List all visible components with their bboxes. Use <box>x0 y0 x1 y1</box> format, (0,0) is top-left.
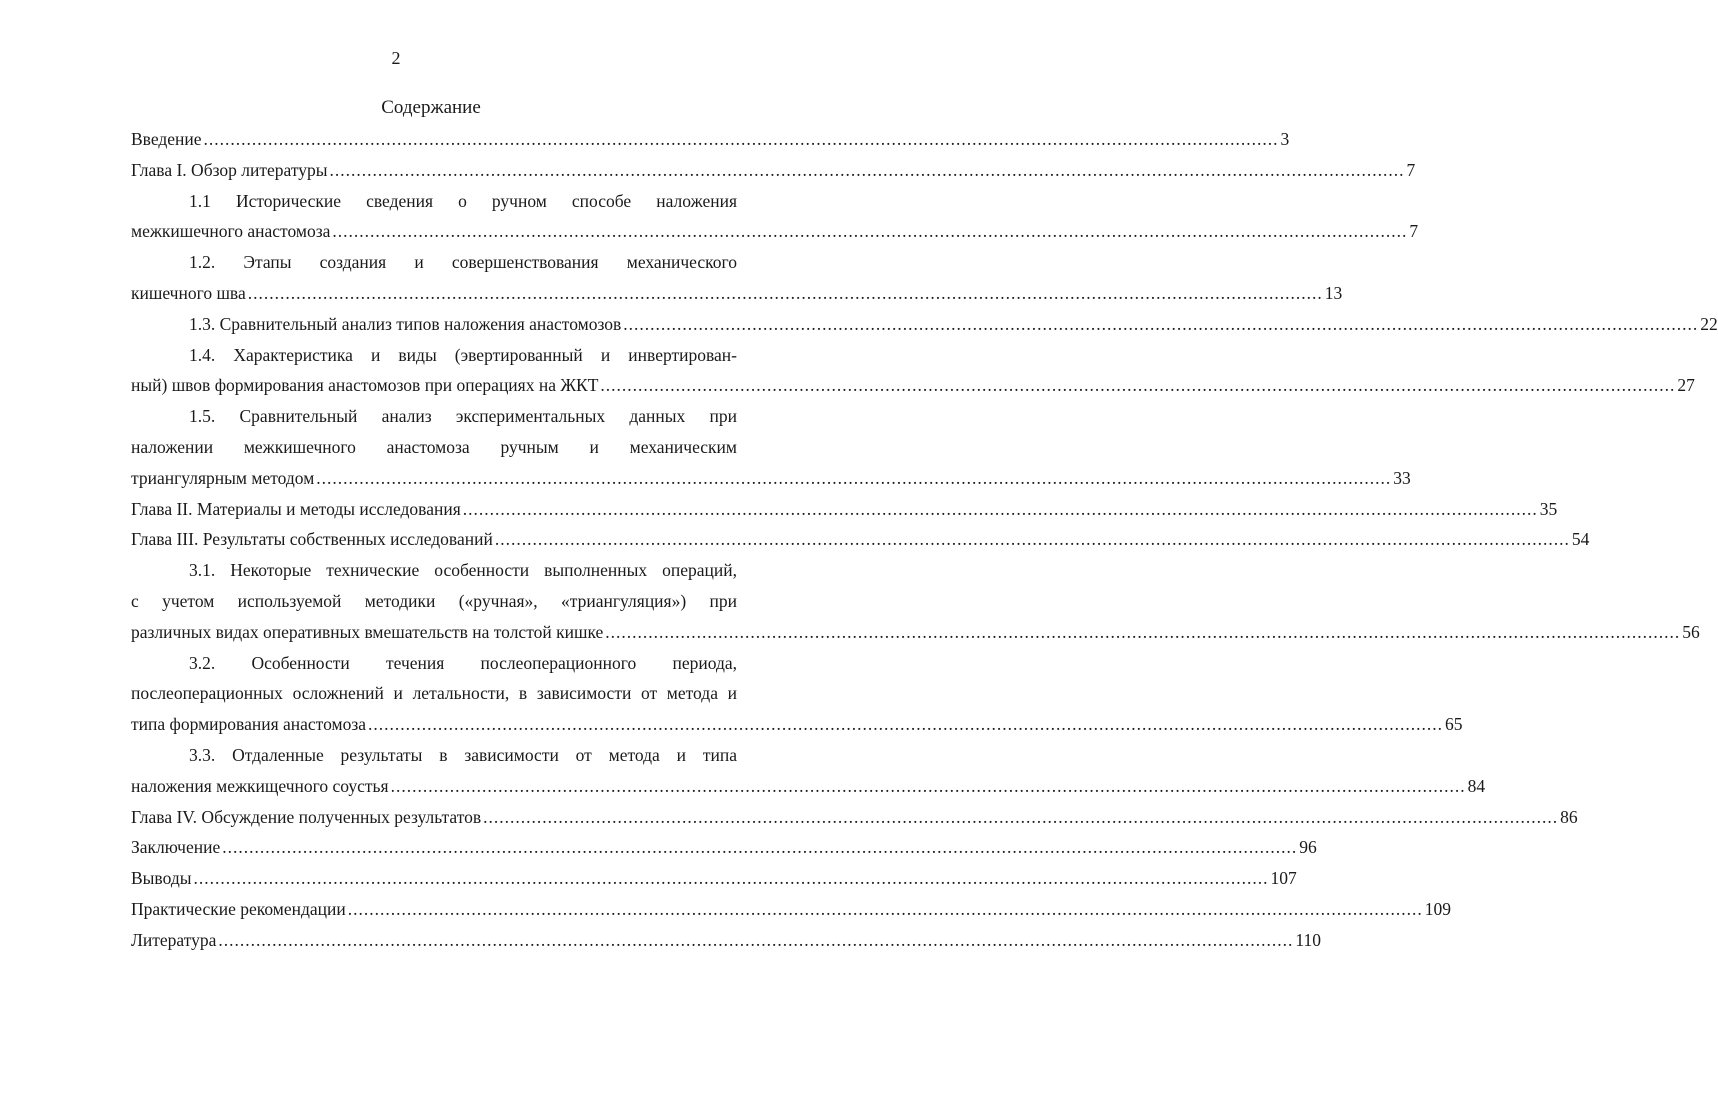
dot-leader: ........................................................................................................................................................................................................ <box>483 806 1559 827</box>
toc-page: 110 <box>1295 929 1322 950</box>
toc-line: 1.5. Сравнительный анализ экспериментальных данных при <box>189 406 737 427</box>
dot-leader: ........................................................................................................................................................................................................ <box>347 898 1423 919</box>
toc-entry-section-3-2[interactable] <box>131 648 1463 740</box>
dot-leader: ........................................................................................................................................................................................................ <box>332 221 1408 242</box>
toc-label: Введение <box>131 129 202 149</box>
toc-label: триангулярным методом <box>131 467 315 488</box>
table-of-contents <box>131 124 1718 956</box>
toc-line: наложении межкишечного анастомоза ручным и механическим <box>131 436 737 457</box>
toc-label: Глава IV. Обсуждение полученных результатов <box>131 806 482 827</box>
dot-leader: ........................................................................................................................................................................................................ <box>600 375 1676 396</box>
dot-leader: ........................................................................................................................................................................................................ <box>605 621 1681 642</box>
toc-label: Глава III. Результаты собственных исследований <box>131 529 493 550</box>
toc-page: 65 <box>1445 714 1463 735</box>
toc-page: 109 <box>1424 898 1451 919</box>
toc-label: Литература <box>131 929 217 950</box>
toc-entry-recommendations[interactable] <box>131 894 1451 925</box>
toc-page: 86 <box>1560 806 1578 827</box>
toc-line: послеоперационных осложнений и летальности, в зависимости от метода и <box>131 683 737 704</box>
toc-entry-section-1-4[interactable] <box>131 340 1695 402</box>
dot-leader: ........................................................................................................................................................................................................ <box>222 837 1298 858</box>
toc-entry-chapter-3[interactable] <box>131 524 1590 555</box>
dot-leader: ........................................................................................................................................................................................................ <box>193 868 1269 889</box>
toc-page: 27 <box>1677 375 1695 396</box>
dot-leader: ........................................................................................................................................................................................................ <box>247 282 1323 303</box>
toc-line: 1.2. Этапы создания и совершенствования механического <box>189 252 737 273</box>
toc-page: 56 <box>1682 621 1700 642</box>
toc-label: типа формирования анастомоза <box>131 714 366 735</box>
toc-title: Содержание <box>381 97 481 118</box>
toc-label: Практические рекомендации <box>131 898 346 919</box>
toc-entry-findings[interactable] <box>131 863 1297 894</box>
dot-leader: ........................................................................................................................................................................................................ <box>316 467 1392 488</box>
toc-entry-section-1-2[interactable] <box>131 247 1343 309</box>
toc-label: Заключение <box>131 837 221 858</box>
toc-page: 33 <box>1393 467 1411 488</box>
toc-page: 96 <box>1299 837 1317 858</box>
toc-line: 1.4. Характеристика и виды (эвертированный и инвертирован- <box>189 344 737 365</box>
toc-page: 7 <box>1409 221 1419 242</box>
toc-entry-chapter-4[interactable] <box>131 802 1578 833</box>
toc-entry-section-1-5[interactable] <box>131 401 1411 493</box>
toc-entry-section-1-1[interactable] <box>131 186 1419 248</box>
page-number: 2 <box>391 48 401 68</box>
toc-entry-section-1-3[interactable] <box>131 309 1718 340</box>
toc-label: межкишечного анастомоза <box>131 221 331 242</box>
toc-page: 3 <box>1280 129 1290 149</box>
toc-label: 1.3. Сравнительный анализ типов наложения анастомозов <box>189 313 622 334</box>
toc-line: с учетом используемой методики («ручная», «триангуляция») при <box>131 590 737 611</box>
toc-line: 3.2. Особенности течения послеоперационного периода, <box>189 652 737 673</box>
toc-label: наложения межкищечного соустья <box>131 775 389 796</box>
toc-label: ный) швов формирования анастомозов при операциях на ЖКТ <box>131 375 599 396</box>
dot-leader: ........................................................................................................................................................................................................ <box>368 714 1443 735</box>
toc-page: 107 <box>1270 868 1297 889</box>
toc-entry-conclusion[interactable] <box>131 832 1317 863</box>
toc-entry-chapter-2[interactable] <box>131 494 1558 525</box>
toc-page: 54 <box>1571 529 1590 550</box>
dot-leader: ........................................................................................................................................................................................................ <box>218 929 1294 950</box>
toc-page: 35 <box>1539 498 1558 519</box>
toc-page: 84 <box>1467 775 1486 796</box>
dot-leader: ........................................................................................................................................................................................................ <box>494 529 1570 550</box>
toc-entry-literature[interactable] <box>131 925 1322 956</box>
toc-label: Выводы <box>131 868 192 889</box>
toc-page: 7 <box>1406 159 1416 180</box>
toc-label: Глава II. Материалы и методы исследования <box>131 498 461 519</box>
toc-line: 1.1 Исторические сведения о ручном способе наложения <box>189 190 737 211</box>
toc-entry-chapter-1[interactable] <box>131 155 1416 186</box>
toc-entry-section-3-1[interactable] <box>131 555 1700 647</box>
dot-leader: ........................................................................................................................................................................................................ <box>623 313 1699 334</box>
toc-entry-intro[interactable] <box>131 124 1290 155</box>
dot-leader: ........................................................................................................................................................................................................ <box>390 775 1466 796</box>
toc-line: 3.1. Некоторые технические особенности выполненных операций, <box>189 560 737 581</box>
dot-leader: ........................................................................................................................................................................................................ <box>462 498 1538 519</box>
toc-entry-section-3-3[interactable] <box>131 740 1486 802</box>
toc-line: 3.3. Отдаленные результаты в зависимости от метода и типа <box>189 744 737 765</box>
toc-page: 13 <box>1324 282 1343 303</box>
toc-label: кишечного шва <box>131 282 246 303</box>
toc-label: различных видах оперативных вмешательств на толстой кишке <box>131 621 604 642</box>
dot-leader: ........................................................................................................................................................................................................ <box>329 159 1405 180</box>
toc-label: Глава I. Обзор литературы <box>131 159 328 180</box>
dot-leader: ........................................................................................................................................................................................................ <box>203 129 1279 149</box>
toc-page: 22 <box>1700 313 1718 334</box>
